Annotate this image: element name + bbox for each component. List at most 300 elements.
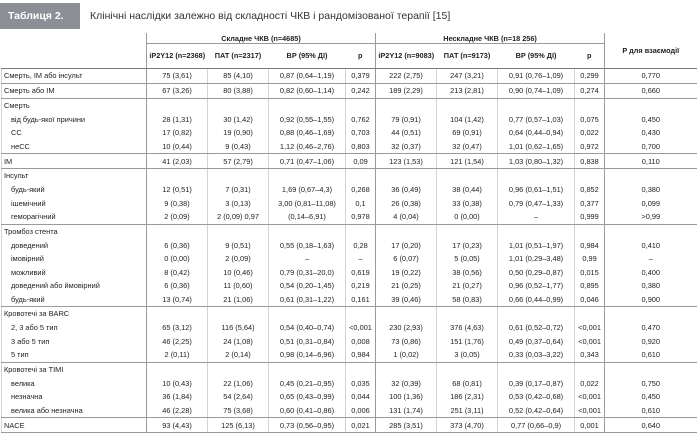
table-cell (575, 362, 605, 376)
table-cell: 0,610 (605, 403, 697, 417)
table-row (2, 348, 697, 362)
results-table (1, 33, 697, 433)
table-cell: 10 (0,43) (147, 376, 208, 390)
table-cell: 7 (0,31) (208, 183, 269, 197)
table-cell: 58 (0,83) (437, 292, 498, 306)
table-cell: 0,88 (0,46–1,69) (269, 126, 346, 140)
table-cell: 222 (2,75) (376, 69, 437, 84)
table-cell: 0,299 (575, 69, 605, 84)
table-cell: 13 (0,74) (147, 292, 208, 306)
table-cell: 0,978 (346, 210, 376, 224)
table-cell (376, 307, 437, 321)
row-label: від будь-якої причини (2, 112, 147, 126)
table-cell: 80 (3,88) (208, 83, 269, 98)
table-cell: <0,001 (575, 403, 605, 417)
table-cell: 21 (0,27) (437, 279, 498, 293)
table-cell: – (498, 210, 575, 224)
table-cell: 30 (1,42) (208, 112, 269, 126)
table-cell (269, 169, 346, 183)
table-cell: 4 (0,04) (376, 210, 437, 224)
table-cell: 38 (0,44) (437, 183, 498, 197)
table-cell: 0,450 (605, 112, 697, 126)
table-cell: 0 (0,00) (437, 210, 498, 224)
row-label: доведений або ймовірний (2, 279, 147, 293)
table-cell: 0,838 (575, 154, 605, 169)
row-label: Смерть, ІМ або інсульт (2, 69, 147, 84)
table-row (2, 98, 697, 112)
table-cell (605, 307, 697, 321)
table-cell: 0,45 (0,21–0,95) (269, 376, 346, 390)
table-cell: 69 (0,91) (437, 126, 498, 140)
table-cell: 131 (1,74) (376, 403, 437, 417)
table-cell: 21 (0,25) (376, 279, 437, 293)
table-number-badge: Таблиця 2. (0, 3, 80, 29)
table-cell: – (269, 252, 346, 266)
table-cell: 17 (0,82) (147, 126, 208, 140)
table-cell (208, 98, 269, 112)
table-cell: 6 (0,07) (376, 252, 437, 266)
table-row (2, 196, 697, 210)
table-cell: 0,075 (575, 112, 605, 126)
table-cell (208, 362, 269, 376)
table-cell: 0,984 (575, 238, 605, 252)
table-row (2, 376, 697, 390)
table-cell (575, 307, 605, 321)
table-cell: 32 (0,47) (437, 140, 498, 154)
table-cell: 46 (2,28) (147, 403, 208, 417)
table-cell: 213 (2,81) (437, 83, 498, 98)
row-label: будь-який (2, 183, 147, 197)
table-row (2, 238, 697, 252)
row-label: Смерть або ІМ (2, 83, 147, 98)
table-cell (498, 98, 575, 112)
table-row (2, 69, 697, 84)
table-body (2, 69, 697, 433)
table-cell: – (605, 252, 697, 266)
table-cell: 0,984 (346, 348, 376, 362)
table-cell (575, 224, 605, 238)
table-row (2, 112, 697, 126)
table-header (0, 3, 697, 29)
table-cell: 0,380 (605, 279, 697, 293)
table-cell: 68 (0,81) (437, 376, 498, 390)
table-row (2, 224, 697, 238)
table-cell: 0,379 (346, 69, 376, 84)
row-label: ІМ (2, 154, 147, 169)
table-cell: 0,619 (346, 265, 376, 279)
complex-col-ip2y12-count: iP2Y12 (n=2368) (147, 44, 208, 69)
table-cell: 21 (1,06) (208, 292, 269, 306)
table-cell (346, 224, 376, 238)
table-cell: 0,161 (346, 292, 376, 306)
table-row (2, 154, 697, 169)
table-cell: 1,69 (0,67–4,3) (269, 183, 346, 197)
table-cell: 189 (2,29) (376, 83, 437, 98)
table-cell: 0,28 (346, 238, 376, 252)
row-label: Інсульт (2, 169, 147, 183)
table-cell: 0,61 (0,52–0,72) (498, 321, 575, 335)
corner-cell (2, 33, 147, 44)
table-cell (208, 169, 269, 183)
table-cell: <0,001 (346, 321, 376, 335)
table-cell (498, 362, 575, 376)
table-cell: 1,01 (0,29–3,48) (498, 252, 575, 266)
table-cell: 2 (0,09) 0,97 (208, 210, 269, 224)
table-cell: 1,01 (0,51–1,97) (498, 238, 575, 252)
table-cell: 3 (0,05) (437, 348, 498, 362)
table-cell (605, 362, 697, 376)
row-label: 5 тип (2, 348, 147, 362)
table-cell: 57 (2,79) (208, 154, 269, 169)
table-cell: 67 (3,26) (147, 83, 208, 98)
table-cell: 19 (0,22) (376, 265, 437, 279)
table-cell: 0,60 (0,41–0,86) (269, 403, 346, 417)
table-cell: 26 (0,38) (376, 196, 437, 210)
row-label: незначна (2, 390, 147, 404)
table-cell: 1,12 (0,46–2,76) (269, 140, 346, 154)
table-row (2, 183, 697, 197)
table-cell: 0,1 (346, 196, 376, 210)
row-label: геморагічний (2, 210, 147, 224)
row-label: велика (2, 376, 147, 390)
table-cell: 0,900 (605, 292, 697, 306)
table-cell: 0,51 (0,31–0,84) (269, 334, 346, 348)
table-cell: 121 (1,54) (437, 154, 498, 169)
table-cell: 0,82 (0,60–1,14) (269, 83, 346, 98)
table-cell: 79 (0,91) (376, 112, 437, 126)
table-cell: 0,242 (346, 83, 376, 98)
table-cell: 186 (2,31) (437, 390, 498, 404)
table-cell: 230 (2,93) (376, 321, 437, 335)
table-cell: <0,001 (575, 390, 605, 404)
row-label: 2, 3 або 5 тип (2, 321, 147, 335)
table-cell: 0,71 (0,47–1,06) (269, 154, 346, 169)
table-cell: 0,96 (0,61–1,51) (498, 183, 575, 197)
table-cell: 104 (1,42) (437, 112, 498, 126)
table-cell: 0,700 (605, 140, 697, 154)
table-cell: 0 (0,00) (147, 252, 208, 266)
table-cell (147, 98, 208, 112)
row-label: імовірний (2, 252, 147, 266)
row-label: доведений (2, 238, 147, 252)
table-cell: 0,750 (605, 376, 697, 390)
table-cell: 0,92 (0,55–1,55) (269, 112, 346, 126)
complex-col-p-value: p (346, 44, 376, 69)
table-cell: 123 (1,53) (376, 154, 437, 169)
table-cell (147, 307, 208, 321)
table-cell: 0,110 (605, 154, 697, 169)
simple-col-pat-count: ПАТ (n=9173) (437, 44, 498, 69)
row-label: велика або незначна (2, 403, 147, 417)
table-cell: 0,99 (575, 252, 605, 266)
table-cell: 0,450 (605, 390, 697, 404)
table-cell: 33 (0,38) (437, 196, 498, 210)
table-cell: 3,00 (0,81–11,08) (269, 196, 346, 210)
table-cell: 0,410 (605, 238, 697, 252)
table-cell: 65 (3,12) (147, 321, 208, 335)
table-cell: 6 (0,36) (147, 238, 208, 252)
table-row (2, 390, 697, 404)
table-cell: 0,52 (0,42–0,64) (498, 403, 575, 417)
table-cell (498, 224, 575, 238)
table-cell: 19 (0,90) (208, 126, 269, 140)
simple-col-hr-ci: ВР (95% ДІ) (498, 44, 575, 69)
table-cell: 0,73 (0,56–0,95) (269, 418, 346, 433)
table-cell: 0,79 (0,47–1,33) (498, 196, 575, 210)
table-row (2, 210, 697, 224)
table-cell: 0,90 (0,74–1,09) (498, 83, 575, 98)
table-cell (437, 98, 498, 112)
table-cell: 151 (1,76) (437, 334, 498, 348)
table-cell: 0,50 (0,29–0,87) (498, 265, 575, 279)
table-cell: 247 (3,21) (437, 69, 498, 84)
table-cell: 17 (0,23) (437, 238, 498, 252)
table-cell: 0,377 (575, 196, 605, 210)
table-cell (605, 224, 697, 238)
table-cell (605, 169, 697, 183)
table-cell: 0,035 (346, 376, 376, 390)
row-label: можливий (2, 265, 147, 279)
table-row (2, 403, 697, 417)
table-cell: 0,640 (605, 418, 697, 433)
complex-col-pat-count: ПАТ (n=2317) (208, 44, 269, 69)
table-cell (147, 362, 208, 376)
table-cell: 0,610 (605, 348, 697, 362)
table-row (2, 279, 697, 293)
table-cell: 0,53 (0,42–0,68) (498, 390, 575, 404)
row-label: Тромбоз стента (2, 224, 147, 238)
table-cell: 0,274 (575, 83, 605, 98)
table-cell: 373 (4,70) (437, 418, 498, 433)
table-cell: 1 (0,02) (376, 348, 437, 362)
table-cell: <0,001 (575, 334, 605, 348)
table-cell: 1,01 (0,62–1,65) (498, 140, 575, 154)
table-cell: 0,430 (605, 126, 697, 140)
table-cell (208, 224, 269, 238)
table-cell: 3 (0,13) (208, 196, 269, 210)
table-cell: 9 (0,51) (208, 238, 269, 252)
simple-col-ip2y12-count: iP2Y12 (n=9083) (376, 44, 437, 69)
table-cell: 24 (1,08) (208, 334, 269, 348)
table-cell: 0,762 (346, 112, 376, 126)
table-cell (376, 362, 437, 376)
row-label: Смерть (2, 98, 147, 112)
table-cell (575, 169, 605, 183)
simple-col-p-value: p (575, 44, 605, 69)
table-cell: 6 (0,36) (147, 279, 208, 293)
table-cell (269, 307, 346, 321)
table-cell: 0,55 (0,18–1,63) (269, 238, 346, 252)
table-cell (437, 169, 498, 183)
table-cell: 0,66 (0,44–0,99) (498, 292, 575, 306)
table-cell: 0,099 (605, 196, 697, 210)
table-cell: 2 (0,09) (208, 252, 269, 266)
row-label: неСС (2, 140, 147, 154)
table-cell (147, 169, 208, 183)
table-cell (376, 169, 437, 183)
table-cell: 36 (0,49) (376, 183, 437, 197)
table-cell: 0,895 (575, 279, 605, 293)
table-row (2, 83, 697, 98)
table-cell (269, 224, 346, 238)
table-cell: 0,96 (0,52–1,77) (498, 279, 575, 293)
table-cell: 0,022 (575, 126, 605, 140)
group-header-complex: Складне ЧКВ (n=4685) (147, 33, 376, 44)
table-cell: 22 (1,06) (208, 376, 269, 390)
table-cell: 0,046 (575, 292, 605, 306)
table-cell: 0,91 (0,76–1,09) (498, 69, 575, 84)
table-cell: 0,98 (0,14–6,96) (269, 348, 346, 362)
table-cell (346, 307, 376, 321)
table-cell: 36 (1,84) (147, 390, 208, 404)
table-row (2, 307, 697, 321)
table-cell: 0,219 (346, 279, 376, 293)
table-row (2, 265, 697, 279)
table-cell: 38 (0,56) (437, 265, 498, 279)
table-cell (575, 98, 605, 112)
table-cell: 0,972 (575, 140, 605, 154)
table-caption: Клінічні наслідки залежно від складності ЧКВ і рандомізованої терапії [15] (90, 10, 451, 22)
table-cell: 0,79 (0,31–20,0) (269, 265, 346, 279)
table-row (2, 140, 697, 154)
table-cell: 0,008 (346, 334, 376, 348)
table-cell (498, 169, 575, 183)
table-cell: 0,400 (605, 265, 697, 279)
table-cell: 0,770 (605, 69, 697, 84)
row-label: NACE (2, 418, 147, 433)
table-cell: 8 (0,42) (147, 265, 208, 279)
complex-col-hr-ci: ВР (95% ДІ) (269, 44, 346, 69)
table-cell: 9 (0,43) (208, 140, 269, 154)
table-row (2, 362, 697, 376)
table-cell (437, 224, 498, 238)
table-cell: 10 (0,44) (147, 140, 208, 154)
table-cell: 0,852 (575, 183, 605, 197)
table-cell: 0,703 (346, 126, 376, 140)
group-header-simple: Нескладне ЧКВ (n=18 256) (376, 33, 605, 44)
table-cell: 17 (0,20) (376, 238, 437, 252)
table-cell: 0,803 (346, 140, 376, 154)
table-cell: 9 (0,38) (147, 196, 208, 210)
row-label: ішемічний (2, 196, 147, 210)
table-row (2, 292, 697, 306)
table-cell: 0,61 (0,31–1,22) (269, 292, 346, 306)
table-cell: 0,54 (0,20–1,45) (269, 279, 346, 293)
table-cell: 2 (0,14) (208, 348, 269, 362)
table-cell: 2 (0,11) (147, 348, 208, 362)
table-cell: 0,39 (0,17–0,87) (498, 376, 575, 390)
table-cell: 285 (3,51) (376, 418, 437, 433)
table-cell: 75 (3,68) (208, 403, 269, 417)
table-cell: 0,006 (346, 403, 376, 417)
table-cell: 5 (0,05) (437, 252, 498, 266)
table-cell: 39 (0,46) (376, 292, 437, 306)
table-cell (346, 98, 376, 112)
table-cell: 0,65 (0,43–0,99) (269, 390, 346, 404)
table-cell (376, 224, 437, 238)
table-cell: 0,021 (346, 418, 376, 433)
table-cell: 10 (0,46) (208, 265, 269, 279)
table-cell: 0,87 (0,64–1,19) (269, 69, 346, 84)
table-cell (147, 224, 208, 238)
table-row (2, 252, 697, 266)
table-cell: 1,03 (0,80–1,32) (498, 154, 575, 169)
table-cell: 0,77 (0,57–1,03) (498, 112, 575, 126)
table-cell (346, 169, 376, 183)
table-cell (605, 98, 697, 112)
table-cell: 376 (4,63) (437, 321, 498, 335)
p-interaction-header: P для взаємодії (605, 33, 697, 69)
table-cell (269, 98, 346, 112)
table-cell (208, 307, 269, 321)
table-cell: 0,660 (605, 83, 697, 98)
table-row (2, 418, 697, 433)
table-row (2, 169, 697, 183)
table-cell: 44 (0,51) (376, 126, 437, 140)
table-cell: 125 (6,13) (208, 418, 269, 433)
table-cell: 0,044 (346, 390, 376, 404)
table-cell: 0,470 (605, 321, 697, 335)
table-cell: 0,343 (575, 348, 605, 362)
table-cell: 11 (0,60) (208, 279, 269, 293)
table-row (2, 321, 697, 335)
table-cell (376, 98, 437, 112)
table-cell: 54 (2,64) (208, 390, 269, 404)
table-cell (437, 362, 498, 376)
row-label: СС (2, 126, 147, 140)
table-cell: 32 (0,37) (376, 140, 437, 154)
table-cell: 0,001 (575, 418, 605, 433)
table-cell: <0,001 (575, 321, 605, 335)
table-cell: 0,64 (0,44–0,94) (498, 126, 575, 140)
table-cell: 251 (3,11) (437, 403, 498, 417)
table-row (2, 126, 697, 140)
table-cell: 73 (0,86) (376, 334, 437, 348)
table-cell: 0,268 (346, 183, 376, 197)
table-cell: 0,999 (575, 210, 605, 224)
row-label: 3 або 5 тип (2, 334, 147, 348)
table-cell: 75 (3,61) (147, 69, 208, 84)
table-cell (437, 307, 498, 321)
table-cell: (0,14–6,91) (269, 210, 346, 224)
table-cell: 0,33 (0,03–3,22) (498, 348, 575, 362)
table-cell: – (346, 252, 376, 266)
table-cell: 93 (4,43) (147, 418, 208, 433)
table-cell: 0,49 (0,37–0,64) (498, 334, 575, 348)
table-cell: 41 (2,03) (147, 154, 208, 169)
table-cell: 0,54 (0,40–0,74) (269, 321, 346, 335)
table-cell: 85 (4,10) (208, 69, 269, 84)
table-row (2, 334, 697, 348)
table-cell: 28 (1,31) (147, 112, 208, 126)
table-cell: 100 (1,36) (376, 390, 437, 404)
table-cell (346, 362, 376, 376)
table-cell: 116 (5,64) (208, 321, 269, 335)
column-header-row (2, 44, 697, 69)
table-cell (498, 307, 575, 321)
row-label: Кровотечі за TIMI (2, 362, 147, 376)
table-cell: 2 (0,09) (147, 210, 208, 224)
table-cell: 0,015 (575, 265, 605, 279)
row-label: будь-який (2, 292, 147, 306)
table-cell: 32 (0,39) (376, 376, 437, 390)
table-cell: 0,022 (575, 376, 605, 390)
table-cell: 46 (2,25) (147, 334, 208, 348)
row-label: Кровотечі за BARC (2, 307, 147, 321)
table-cell: 0,380 (605, 183, 697, 197)
table-cell: >0,99 (605, 210, 697, 224)
table-cell: 0,09 (346, 154, 376, 169)
